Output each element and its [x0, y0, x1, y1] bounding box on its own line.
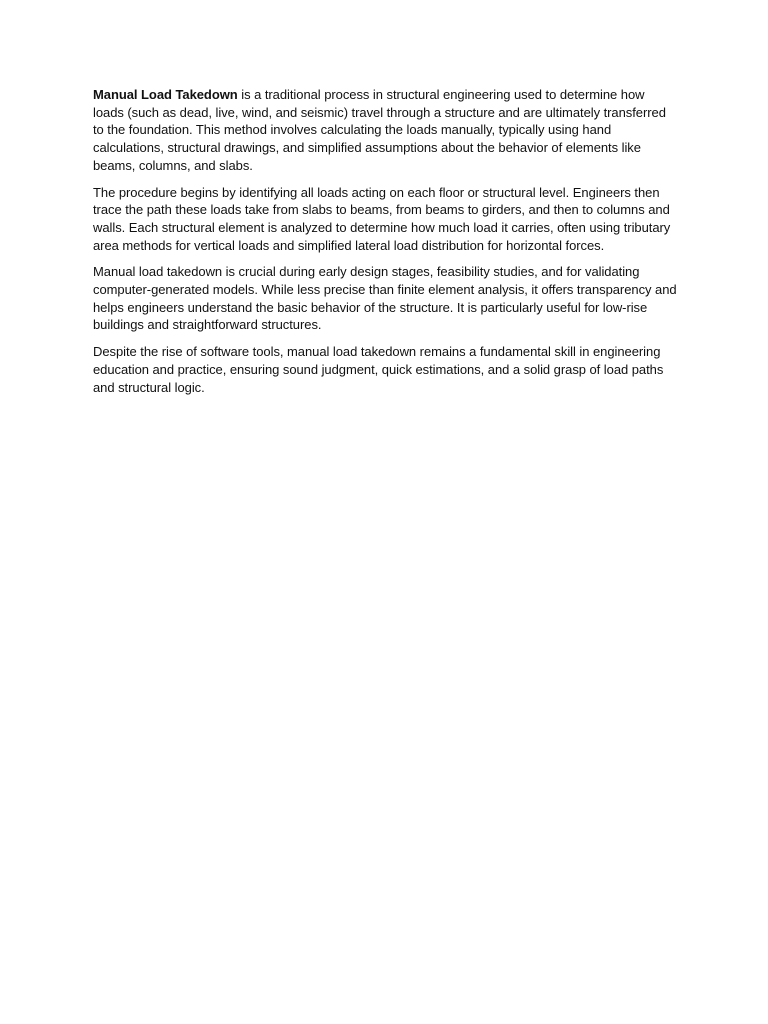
paragraph-conclusion: Despite the rise of software tools, manual load takedown remains a fundamental skill in engineering education and practice, ensuring sound judgment, quick estimations, and a solid grasp of load paths and structural logic. — [93, 344, 664, 395]
paragraph-importance: Manual load takedown is crucial during early design stages, feasibility studies, and for validating computer-generated models. While less precise than finite element analysis, it offers transparency and helps engineers understand the basic behavior of the structure. It is particularly useful for low-rise buildings and straightforward structures. — [93, 264, 677, 333]
paragraph-procedure: The procedure begins by identifying all loads acting on each floor or structural level. Engineers then trace the path these loads take from slabs to beams, from beams to girders, and then to columns and walls. Each structural element is analyzed to determine how much load it carries, often using tributary area methods for vertical loads and simplified lateral load distribution for horizontal forces. — [93, 184, 671, 253]
paragraph-intro — [93, 86, 677, 175]
intro-bold-term: Manual Load Takedown — [93, 87, 238, 102]
document-body — [93, 86, 677, 405]
intro-text: is a traditional process in structural engineering used to determine how loads (such as dead, live, wind, and seismic) travel through a structure and are ultimately transferred to the foundation. This method involves calculating the loads manually, typically using hand calculations, structural drawings, and simplified assumptions about the behavior of elements like beams, columns, and slabs. — [93, 87, 666, 173]
